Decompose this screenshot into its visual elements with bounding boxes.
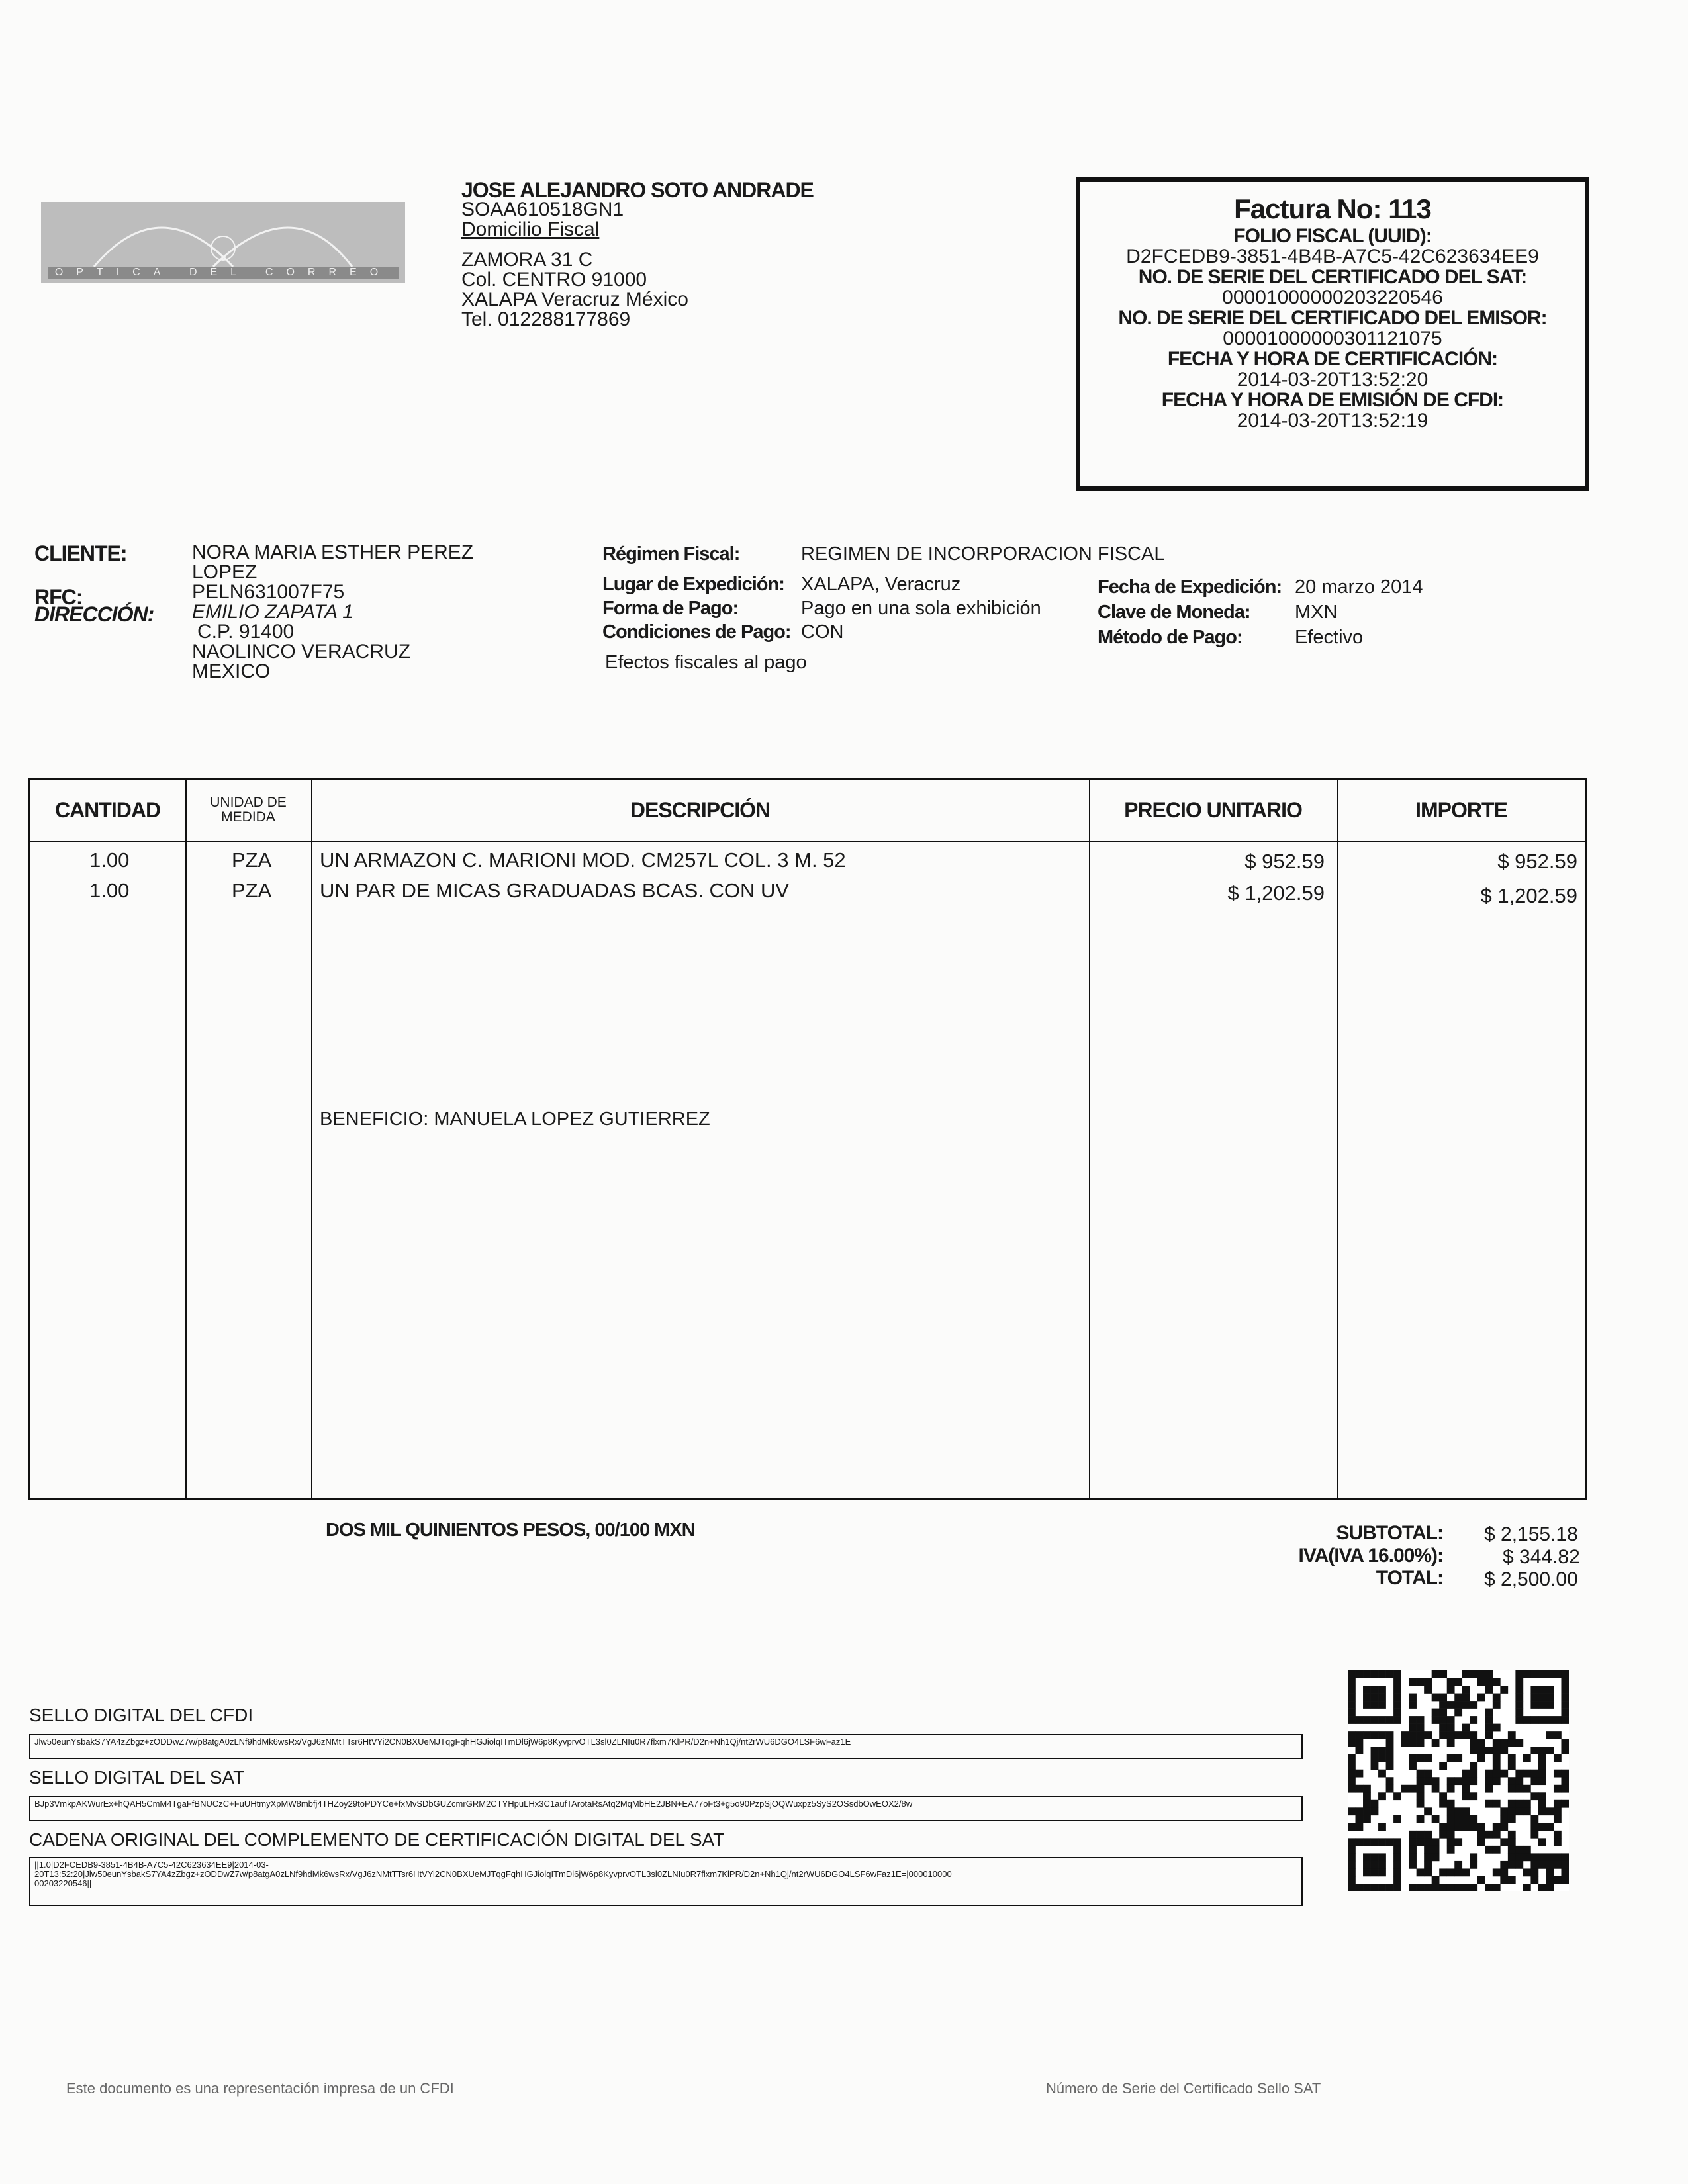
fecha-expedicion-label: Fecha de Expedición: (1098, 576, 1282, 598)
regimen-value: REGIMEN DE INCORPORACION FISCAL (801, 543, 1165, 565)
subtotal-value: $ 2,155.18 (1484, 1524, 1578, 1545)
row1-cantidad: 1.00 (89, 848, 130, 872)
lugar-label: Lugar de Expedición: (602, 574, 784, 595)
metodo-value: Efectivo (1295, 627, 1364, 648)
rfc-label: RFC: (34, 585, 83, 609)
iva-value: $ 344.82 (1503, 1546, 1580, 1568)
row1-unidad: PZA (232, 848, 272, 872)
logo-text: ÓPTICA DEL CORREO (48, 267, 399, 279)
client-country: MEXICO (192, 660, 271, 682)
row2-precio: $ 1,202.59 (1227, 882, 1325, 905)
header-unidad (185, 780, 311, 841)
sello-sat-label: SELLO DIGITAL DEL SAT (29, 1767, 245, 1788)
row2-cantidad: 1.00 (89, 879, 130, 902)
condiciones-label: Condiciones de Pago: (602, 621, 791, 643)
footer-left: Este documento es una representación impresa de un CFDI (66, 2080, 454, 2097)
row1-precio: $ 952.59 (1244, 850, 1325, 873)
totals-labels (1059, 1522, 1443, 1595)
iva-label: IVA(IVA 16.00%): (1298, 1545, 1443, 1567)
row2-importe: $ 1,202.59 (1480, 884, 1577, 907)
fecha-expedicion-value: 20 marzo 2014 (1295, 576, 1423, 598)
emisor-cert-value: 00001000000301121075 (1223, 328, 1442, 349)
sello-sat-value: BJp3VmkpAKWurEx+hQAH5CmM4TgaFfBNUCzC+FuUHtmyXpMW8mbfj4THZoy29toPDYCe+fxMvSDbGUZcmrGRM2CTYHpuLHx3C1aufTArotaRsAtq2MqMbHE2JBN+EA77oFt3+g5o90PzpSjOQWuxpz5SyS2OSsdbOwEOX2/8w= (29, 1796, 1303, 1821)
forma-value: Pago en una sola exhibición (801, 598, 1041, 619)
header-descripcion: DESCRIPCIÓN (630, 797, 771, 822)
qr-code (1348, 1670, 1569, 1891)
client-name-line2: LOPEZ (192, 561, 258, 583)
header-unidad-line1: UNIDAD DE (210, 795, 287, 810)
lugar-value: XALAPA, Veracruz (801, 574, 961, 595)
address-label: DIRECCIÓN: (34, 602, 154, 626)
forma-label: Forma de Pago: (602, 598, 739, 619)
sat-cert-label: NO. DE SERIE DEL CERTIFICADO DEL SAT: (1138, 266, 1527, 288)
items-table (28, 778, 1587, 1500)
invoice-title: Factura No: 113 (1234, 193, 1431, 224)
header-cantidad: CANTIDAD (54, 797, 161, 822)
client-street: EMILIO ZAPATA 1 (192, 601, 353, 623)
cadena-line2: 20T13:52:20|Jlw50eunYsbakS7YA4zZbgz+zODDwZ7w/p8atgA0zLNf9hdMk6wsRx/VgJ6zNMtTTsr6HtVYi2CN0BXUeMJTqgFqhHGJiolqITmDl6jW6p8KyvprvOTL3sl0ZLNIu0R7flxm7KlPR/D2n+Nh1Qj/nt2rWU6DGO4LSF6wFaz1E=|000010000 (34, 1869, 952, 1879)
emit-date-value: 2014-03-20T13:52:19 (1237, 410, 1429, 432)
totals-values (1484, 1524, 1583, 1596)
client-cp: C.P. 91400 (197, 621, 295, 643)
emisor-cert-label: NO. DE SERIE DEL CERTIFICADO DEL EMISOR: (1118, 307, 1547, 329)
client-city: NAOLINCO VERACRUZ (192, 641, 411, 662)
client-rfc: PELN631007F75 (192, 581, 345, 603)
metodo-label: Método de Pago: (1098, 627, 1243, 648)
efectos-text: Efectos fiscales al pago (605, 652, 807, 673)
issuer-block (461, 180, 814, 330)
moneda-value: MXN (1295, 602, 1338, 623)
issuer-colony: Col. CENTRO 91000 (461, 269, 647, 291)
sello-cfdi-label: SELLO DIGITAL DEL CFDI (29, 1705, 254, 1725)
emit-date-label: FECHA Y HORA DE EMISIÓN DE CFDI: (1161, 389, 1504, 411)
row1-importe: $ 952.59 (1497, 850, 1577, 873)
issuer-rfc: SOAA610518GN1 (461, 199, 624, 220)
header-precio: PRECIO UNITARIO (1124, 797, 1302, 822)
issuer-name: JOSE ALEJANDRO SOTO ANDRADE (461, 178, 814, 202)
row2-descripcion: UN PAR DE MICAS GRADUADAS BCAS. CON UV (320, 879, 790, 902)
client-details (192, 543, 473, 682)
cert-date-label: FECHA Y HORA DE CERTIFICACIÓN: (1167, 348, 1498, 370)
total-label: TOTAL: (1376, 1567, 1443, 1589)
sello-cfdi-value: Jlw50eunYsbakS7YA4zZbgz+zODDwZ7w/p8atgA0zLNf9hdMk6wsRx/VgJ6zNMtTTsr6HtVYi2CN0BXUeMJTqgFqhHGJiolqITmDl6jW6p8KyvprvOTL3sl0ZLNIu0R7flxm7KlPR/D2n+Nh1Qj/nt2rWU6DGO4LSF6wFaz1E= (29, 1734, 1303, 1759)
total-value: $ 2,500.00 (1484, 1569, 1578, 1590)
row2-unidad: PZA (232, 879, 272, 902)
subtotal-label: SUBTOTAL: (1336, 1522, 1443, 1544)
cadena-original-value (29, 1857, 1303, 1906)
issuer-phone: Tel. 012288177869 (461, 308, 631, 330)
cadena-original-label: CADENA ORIGINAL DEL COMPLEMENTO DE CERTIFICACIÓN DIGITAL DEL SAT (29, 1829, 725, 1850)
cert-date-value: 2014-03-20T13:52:20 (1237, 369, 1429, 390)
uuid-label: FOLIO FISCAL (UUID): (1233, 225, 1432, 247)
issuer-city: XALAPA Veracruz México (461, 289, 688, 310)
row1-descripcion: UN ARMAZON C. MARIONI MOD. CM257L COL. 3 M. 52 (320, 848, 846, 872)
invoice-info-box (1076, 177, 1589, 491)
amount-in-words: DOS MIL QUINIENTOS PESOS, 00/100 MXN (326, 1520, 695, 1541)
condiciones-value: CON (801, 621, 844, 643)
beneficiary-note: BENEFICIO: MANUELA LOPEZ GUTIERREZ (320, 1109, 710, 1130)
uuid-value: D2FCEDB9-3851-4B4B-A7C5-42C623634EE9 (1126, 246, 1539, 267)
regimen-label: Régimen Fiscal: (602, 543, 740, 565)
company-logo (41, 202, 405, 283)
cadena-line3: 00203220546|| (34, 1878, 92, 1888)
sat-cert-value: 00001000000203220546 (1222, 287, 1443, 308)
footer-right: Número de Serie del Certificado Sello SAT (1046, 2080, 1321, 2097)
client-label: CLIENTE: (34, 541, 127, 565)
fiscal-address-label: Domicilio Fiscal (461, 218, 600, 240)
cadena-line1: ||1.0|D2FCEDB9-3851-4B4B-A7C5-42C623634EE9|2014-03- (34, 1860, 269, 1870)
moneda-label: Clave de Moneda: (1098, 602, 1250, 623)
header-importe: IMPORTE (1415, 797, 1507, 822)
client-name-line1: NORA MARIA ESTHER PEREZ (192, 541, 474, 563)
issuer-street: ZAMORA 31 C (461, 249, 593, 271)
header-unidad-line2: MEDIDA (221, 809, 275, 825)
